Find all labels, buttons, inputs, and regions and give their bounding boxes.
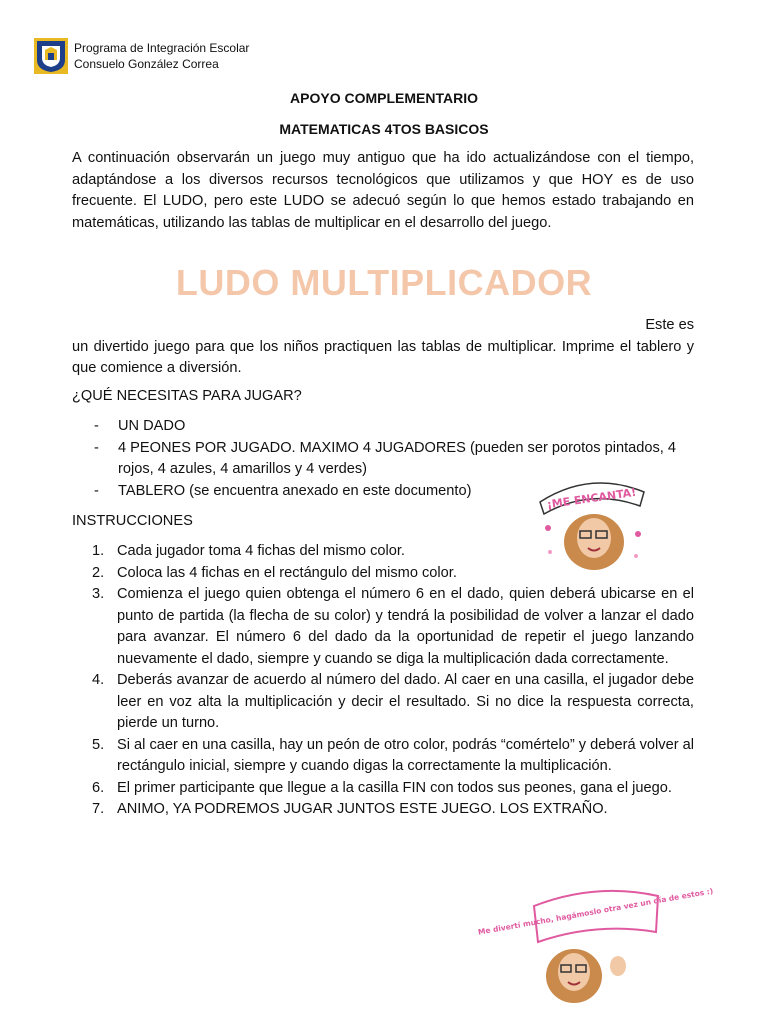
- needs-heading: ¿QUÉ NECESITAS PARA JUGAR?: [72, 388, 302, 404]
- instruction-item: 1. Cada jugador toma 4 fichas del mismo color.: [92, 543, 405, 559]
- school-crest-logo: [34, 38, 68, 74]
- instruction-item: 4. Deberás avanzar de acuerdo al número del dado. Al caer en una casilla, el jugador debe leer en voz alta la multiplicación y decir el resultado. Si no dice la respuesta correcta, pierde un turno.: [92, 672, 694, 731]
- instruction-text: ANIMO, YA PODREMOS JUGAR JUNTOS ESTE JUEGO. LOS EXTRAÑO.: [117, 801, 608, 817]
- need-item-text: 4 PEONES POR JUGADO. MAXIMO 4 JUGADORES (pueden ser porotos pintados, 4 rojos, 4 azules, 4 amarillos y 4 verdes): [118, 439, 677, 477]
- me-diverti-sticker: [477, 884, 714, 1004]
- instructions-heading: INSTRUCCIONES: [72, 513, 193, 529]
- document-subtitle: MATEMATICAS 4TOS BASICOS: [279, 121, 489, 137]
- me-encanta-sticker: [530, 472, 652, 572]
- need-item: - TABLERO (se encuentra anexado en este documento): [94, 482, 472, 499]
- instruction-text: Deberás avanzar de acuerdo al número del dado. Al caer en una casilla, el jugador debe leer en voz alta la multiplicación y decir el resultado. Si no dice la respuesta correcta, pierde un turno.: [117, 672, 694, 731]
- school-name: Consuelo González Correa: [74, 57, 219, 71]
- instruction-item: 2. Coloca las 4 fichas en el rectángulo del mismo color.: [92, 564, 457, 581]
- instruction-text: Coloca las 4 fichas en el rectángulo del mismo color.: [117, 564, 457, 581]
- instruction-text: Si al caer en una casilla, hay un peón de otro color, podrás “comértelo” y deberá volver al rectángulo inicial, siempre y cuando digas la correctamente la multiplicación.: [117, 736, 694, 774]
- instruction-item: 7. ANIMO, YA PODREMOS JUGAR JUNTOS ESTE JUEGO. LOS EXTRAÑO.: [92, 801, 608, 817]
- need-item: - 4 PEONES POR JUGADO. MAXIMO 4 JUGADORES (pueden ser porotos pintados, 4 rojos, 4 azules, 4 amarillos y 4 verdes): [94, 439, 677, 477]
- need-item-text: UN DADO: [118, 418, 186, 434]
- sticker-bottom-text: Me divertí mucho, hagámoslo otra vez un día de estos :): [477, 886, 714, 937]
- document-title: APOYO COMPLEMENTARIO: [290, 90, 478, 106]
- intro-paragraph: A continuación observarán un juego muy antiguo que ha ido actualizándose con el tiempo, adaptándose a los diversos recursos tecnológicos que utilizamos y que HOY es de uso frecuente. El LUDO, pero este LUDO se adecuó según lo que hemos estado trabajando en matemáticas, utilizando las tablas de multiplicar en el desarrollo del juego.: [72, 150, 694, 231]
- instruction-text: El primer participante que llegue a la casilla FIN con todos sus peones, gana el juego.: [117, 779, 672, 796]
- description-lead: Este es: [645, 317, 694, 333]
- instruction-item: 3. Comienza el juego quien obtenga el número 6 en el dado, quien deberá ubicarse en el punto de partida (la flecha de su color) y tendrá la posibilidad de volver a lanzar el dado para avanzar. El número 6 del dado da la oportunidad de repetir el juego lanzando nuevamente el dado, siempre y cuando se diga la multiplicación dada correctamente.: [92, 586, 694, 667]
- instruction-text: Comienza el juego quien obtenga el número 6 en el dado, quien deberá ubicarse en el punto de partida (la flecha de su color) y tendrá la posibilidad de volver a lanzar el dado para avanzar. El número 6 del dado da la oportunidad de repetir el juego lanzando nuevamente el dado, siempre y cuando se diga la multiplicación dada correctamente.: [117, 586, 694, 667]
- sticker-top-text: ¡ME ENCANTA!: [546, 485, 637, 512]
- description-text: un divertido juego para que los niños practiquen las tablas de multiplicar. Imprime el tablero y que comience a diversión.: [72, 338, 694, 376]
- need-item: - UN DADO: [94, 418, 186, 434]
- instruction-item: 5. Si al caer en una casilla, hay un peón de otro color, podrás “comértelo” y deberá volver al rectángulo inicial, siempre y cuando digas la correctamente la multiplicación.: [92, 736, 694, 774]
- header-text: [74, 40, 249, 72]
- program-name: Programa de Integración Escolar: [74, 41, 250, 55]
- need-item-text: TABLERO (se encuentra anexado en este documento): [118, 482, 472, 499]
- game-description: [72, 315, 694, 380]
- instructions-list: [72, 541, 694, 821]
- instruction-text: Cada jugador toma 4 fichas del mismo color.: [117, 543, 405, 559]
- ludo-title: LUDO MULTIPLICADOR: [175, 262, 593, 303]
- instruction-item: 6. El primer participante que llegue a la casilla FIN con todos sus peones, gana el juego.: [92, 779, 672, 796]
